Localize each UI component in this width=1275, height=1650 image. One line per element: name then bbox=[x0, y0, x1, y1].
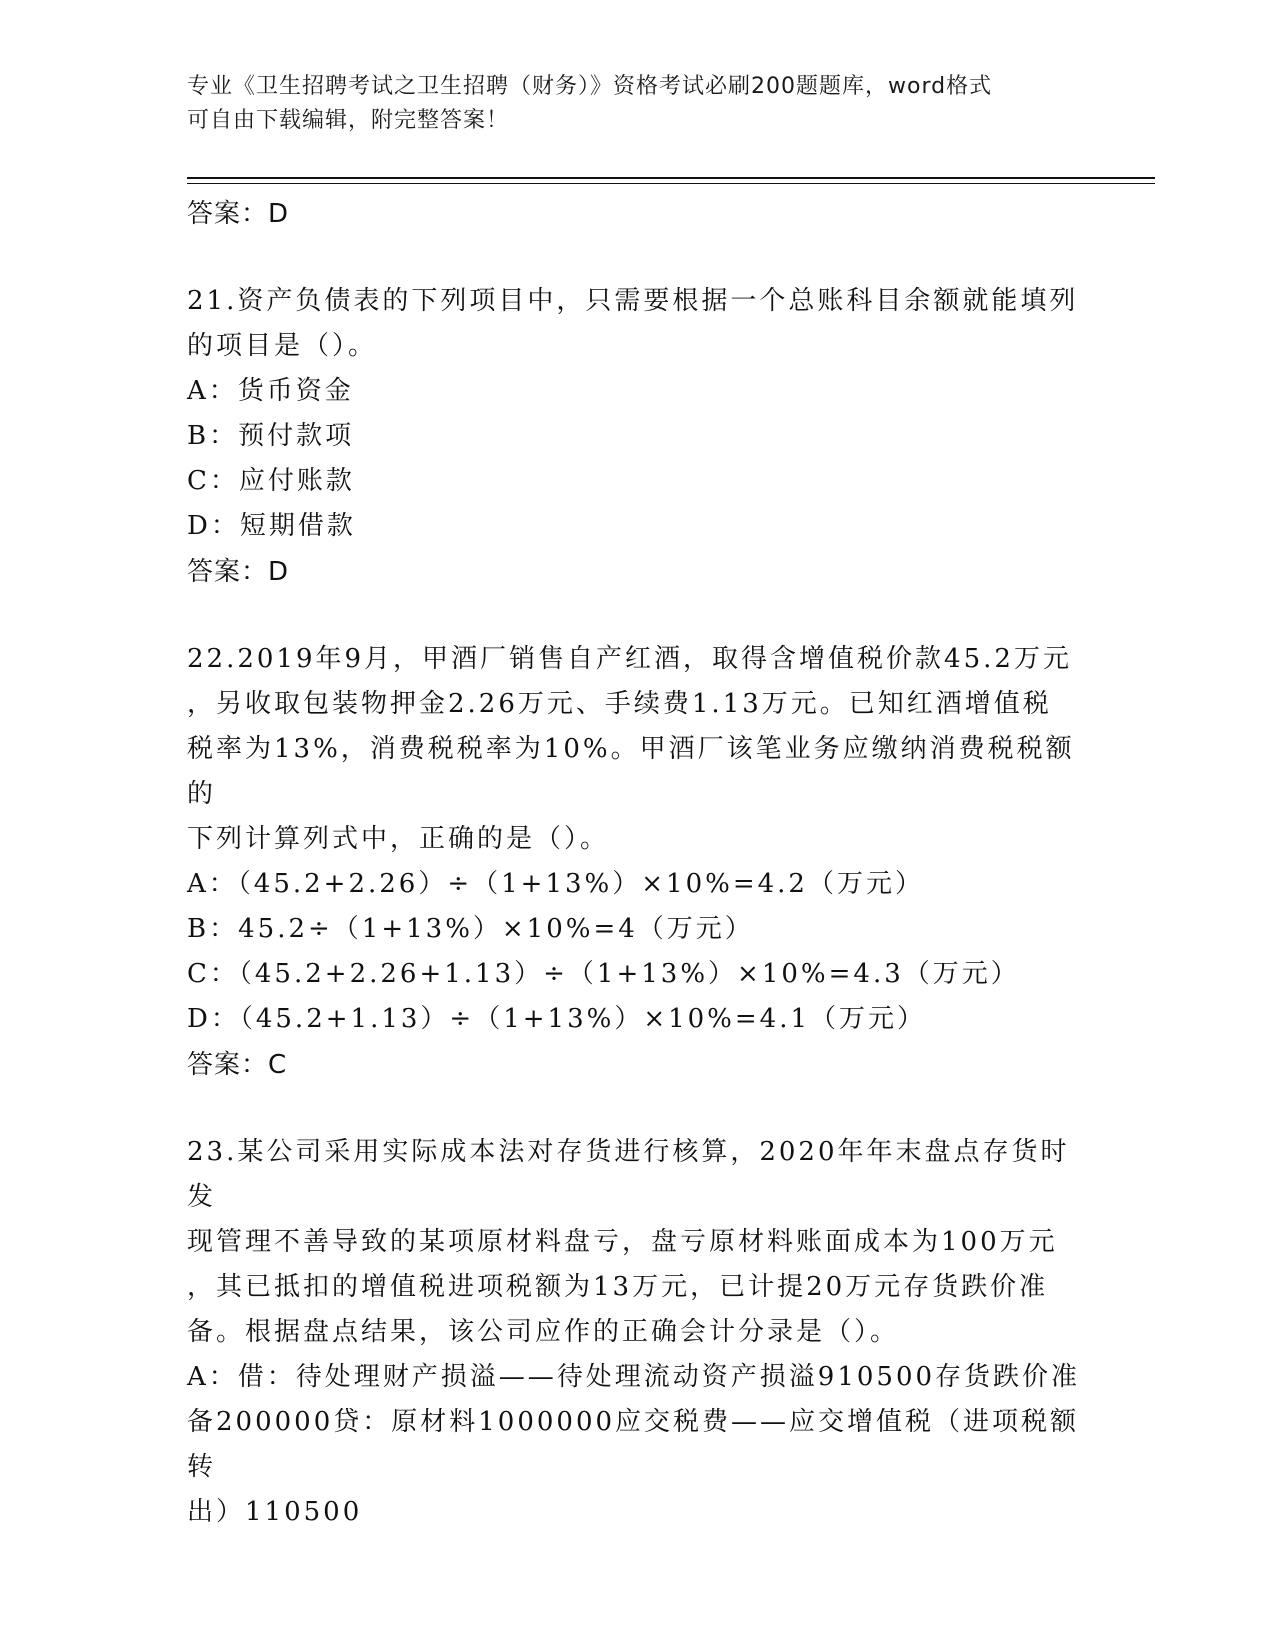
option-b: B：预付款项 bbox=[187, 421, 355, 451]
answer-line: 答案：C bbox=[187, 1050, 288, 1080]
question-text-line: 22.2019年9月，甲酒厂销售自产红酒，取得含增值税价款45.2万元 bbox=[187, 644, 1072, 674]
question-23 bbox=[187, 1130, 1087, 1535]
answer-line: 答案：D bbox=[187, 557, 290, 587]
question-21 bbox=[187, 279, 1087, 595]
question-text-line: ，另收取包装物押金2.26万元、手续费1.13万元。已知红酒增值税 bbox=[187, 689, 1052, 719]
header-line-1: 专业《卫生招聘考试之卫生招聘（财务）》资格考试必刷200题题库，word格式 bbox=[187, 74, 993, 99]
question-text-line: 税率为13%，消费税税率为10%。甲酒厂该笔业务应缴纳消费税税额的 bbox=[187, 734, 1075, 809]
option-a-line: 备200000贷：原材料1000000应交税费——应交增值税（进项税额转 bbox=[187, 1407, 1080, 1482]
header-rule-thick bbox=[187, 177, 1155, 179]
question-text-line: 现管理不善导致的某项原材料盘亏，盘亏原材料账面成本为100万元 bbox=[187, 1227, 1058, 1257]
header-line-2: 可自由下载编辑，附完整答案！ bbox=[187, 108, 510, 133]
option-a: A：（45.2+2.26）÷（1+13%）×10%=4.2（万元） bbox=[187, 869, 924, 899]
option-a-line: 出）110500 bbox=[187, 1497, 363, 1527]
header-rule-thin bbox=[187, 183, 1155, 184]
document-header bbox=[187, 70, 1077, 138]
question-text-line: 下列计算列式中，正确的是（）。 bbox=[187, 824, 610, 854]
question-text-line: 的项目是（）。 bbox=[187, 331, 378, 361]
question-text-line: 21.资产负债表的下列项目中，只需要根据一个总账科目余额就能填列 bbox=[187, 286, 1079, 316]
option-a-line: A：借：待处理财产损溢——待处理流动资产损溢910500存货跌价准 bbox=[187, 1362, 1081, 1392]
option-d: D：（45.2+1.13）÷（1+13%）×10%=4.1（万元） bbox=[187, 1004, 927, 1034]
document-body bbox=[187, 191, 1087, 1535]
option-a: A：货币资金 bbox=[187, 376, 354, 406]
question-text-line: 备。根据盘点结果，该公司应作的正确会计分录是（）。 bbox=[187, 1317, 900, 1347]
question-text-line: ，其已抵扣的增值税进项税额为13万元，已计提20万元存货跌价准 bbox=[187, 1272, 1049, 1302]
answer-line: 答案：D bbox=[187, 199, 290, 229]
option-d: D：短期借款 bbox=[187, 511, 356, 541]
option-c: C：（45.2+2.26+1.13）÷（1+13%）×10%=4.3（万元） bbox=[187, 959, 1020, 989]
option-c: C：应付账款 bbox=[187, 466, 355, 496]
question-text-line: 23.某公司采用实际成本法对存货进行核算，2020年年末盘点存货时发 bbox=[187, 1137, 1070, 1212]
question-22 bbox=[187, 637, 1087, 1088]
option-b: B：45.2÷（1+13%）×10%=4（万元） bbox=[187, 914, 754, 944]
